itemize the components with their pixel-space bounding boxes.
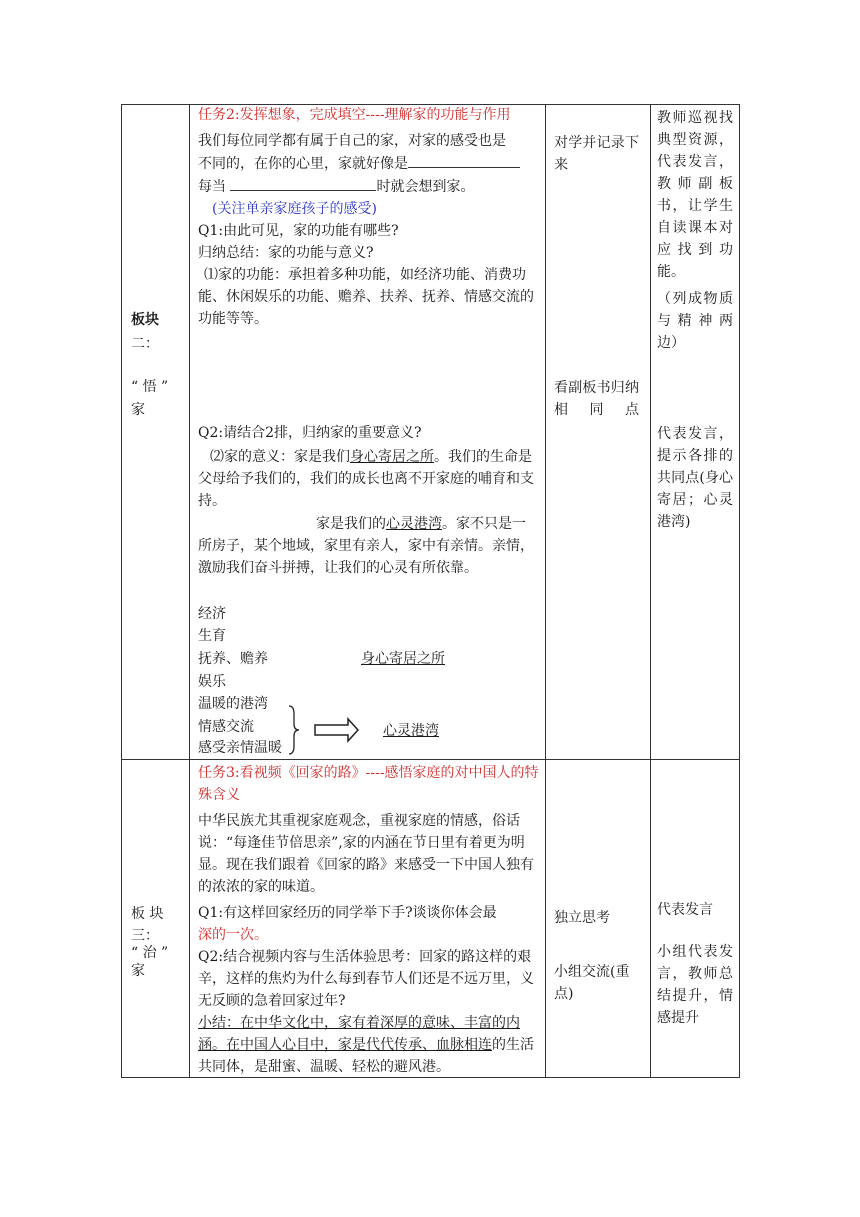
- student-cell: [546, 105, 651, 760]
- diagram-item: 生育: [198, 628, 226, 644]
- diagram-label: 心灵港湾: [383, 723, 439, 739]
- conclusion: 小结：在中华文化中，家有着深厚的意味、丰富的内涵。在中国人心目中，家是代代传承、血脉相连的生活共同体，是甜蜜、温暖、轻松的避风港。: [198, 1015, 534, 1075]
- student-activity: 看副板书归纳相同点: [554, 380, 639, 418]
- fill-blank[interactable]: [408, 152, 520, 168]
- section-label: 板块: [131, 312, 159, 328]
- diagram-label: 身心寄居之所: [361, 651, 445, 667]
- teacher-cell: [651, 105, 740, 760]
- question-1: Q1:由此可见，家的功能有哪些?: [198, 223, 399, 239]
- diagram-item: 抚养、赡养: [198, 651, 268, 667]
- lesson-table: [121, 104, 740, 1078]
- question-2: Q2:请结合2排，归纳家的重要意义?: [198, 425, 422, 441]
- section-number: 三：: [131, 928, 159, 944]
- teacher-activity: 代表发言，提示各排的共同点(身心寄居；心灵港湾): [657, 426, 733, 530]
- table-row: [122, 105, 740, 760]
- teacher-cell: [651, 760, 740, 1078]
- summary-prompt: 归纳总结：家的功能与意义?: [198, 245, 374, 261]
- harbor-text: 家是我们的心灵港湾。家不只是一所房子，某个地域，家里有亲人，家中有亲情。亲情，激励我们奋斗拼搏，让我们的心灵有所依靠。: [198, 516, 534, 576]
- teacher-activity: （列成物质与精神两边）: [657, 291, 733, 351]
- content-cell: [190, 760, 546, 1078]
- section-keyword: “ 悟 ”: [131, 379, 169, 395]
- student-cell: [546, 760, 651, 1078]
- student-activity: 对学并记录下来: [554, 135, 639, 173]
- section-suffix: 家: [131, 963, 145, 979]
- teacher-activity: 代表发言: [657, 902, 713, 918]
- diagram-item: 感受亲情温暖: [198, 740, 282, 756]
- diagram-item: 经济: [198, 606, 226, 622]
- student-activity: 小组交流(重点): [554, 964, 630, 1002]
- intro-line: 每当 时就会想到家。: [198, 175, 539, 198]
- question-1: Q1:有这样回家经历的同学举下手?谈谈你体会最 深的一次。: [198, 905, 497, 943]
- teacher-note: (关注单亲家庭孩子的感受): [212, 201, 377, 217]
- section-cell: [122, 105, 190, 760]
- brace-arrow-icon: [286, 704, 362, 756]
- question-2: Q2:结合视频内容与生活体验思考：回家的路这样的艰辛，这样的焦灼为什么每到春节人们还是不远万里，义无反顾的急着回家过年?: [198, 949, 534, 1009]
- intro-line: 我们每位同学都有属于自己的家，对家的感受也是: [198, 133, 506, 149]
- student-activity: 独立思考: [554, 910, 610, 926]
- task-title: 任务3:看视频《回家的路》----感悟家庭的对中国人的特殊含义: [198, 765, 539, 803]
- diagram-item: 温暖的港湾: [198, 696, 268, 712]
- section-label: 板 块: [131, 906, 164, 922]
- content-cell: [190, 105, 546, 760]
- section-keyword: “ 治 ”: [131, 945, 169, 961]
- teacher-activity: 小组代表发言，教师总结提升，情感提升: [657, 944, 733, 1026]
- section-number: 二：: [131, 336, 159, 352]
- table-row: [122, 760, 740, 1078]
- fill-blank[interactable]: [230, 175, 376, 191]
- function-text: ⑴家的功能：承担着多种功能，如经济功能、消费功能、休闲娱乐的功能、赡养、扶养、抚养、情感交流的功能等等。: [198, 267, 534, 327]
- paragraph: 中华民族尤其重视家庭观念，重视家庭的情感，俗话说：“每逢佳节倍思亲”,家的内涵在节日里有着更为明显。现在我们跟着《回家的路》来感受一下中国人独有的浓浓的家的味道。: [198, 813, 534, 895]
- intro-line: 不同的，在你的心里，家就好像是: [198, 152, 539, 175]
- teacher-activity: 教师巡视找典型资源，代表发言，教师副板书，让学生自读课本对应找到功能。: [657, 110, 733, 280]
- task-title: 任务2:发挥想象，完成填空----理解家的功能与作用: [198, 107, 511, 123]
- section-suffix: 家: [131, 402, 145, 418]
- section-cell: [122, 760, 190, 1078]
- diagram-item: 娱乐: [198, 674, 226, 690]
- meaning-text: ⑵家的意义：家是我们身心寄居之所。我们的生命是父母给予我们的，我们的成长也离不开家庭的哺育和支持。: [198, 449, 534, 509]
- diagram-item: 情感交流: [198, 719, 254, 735]
